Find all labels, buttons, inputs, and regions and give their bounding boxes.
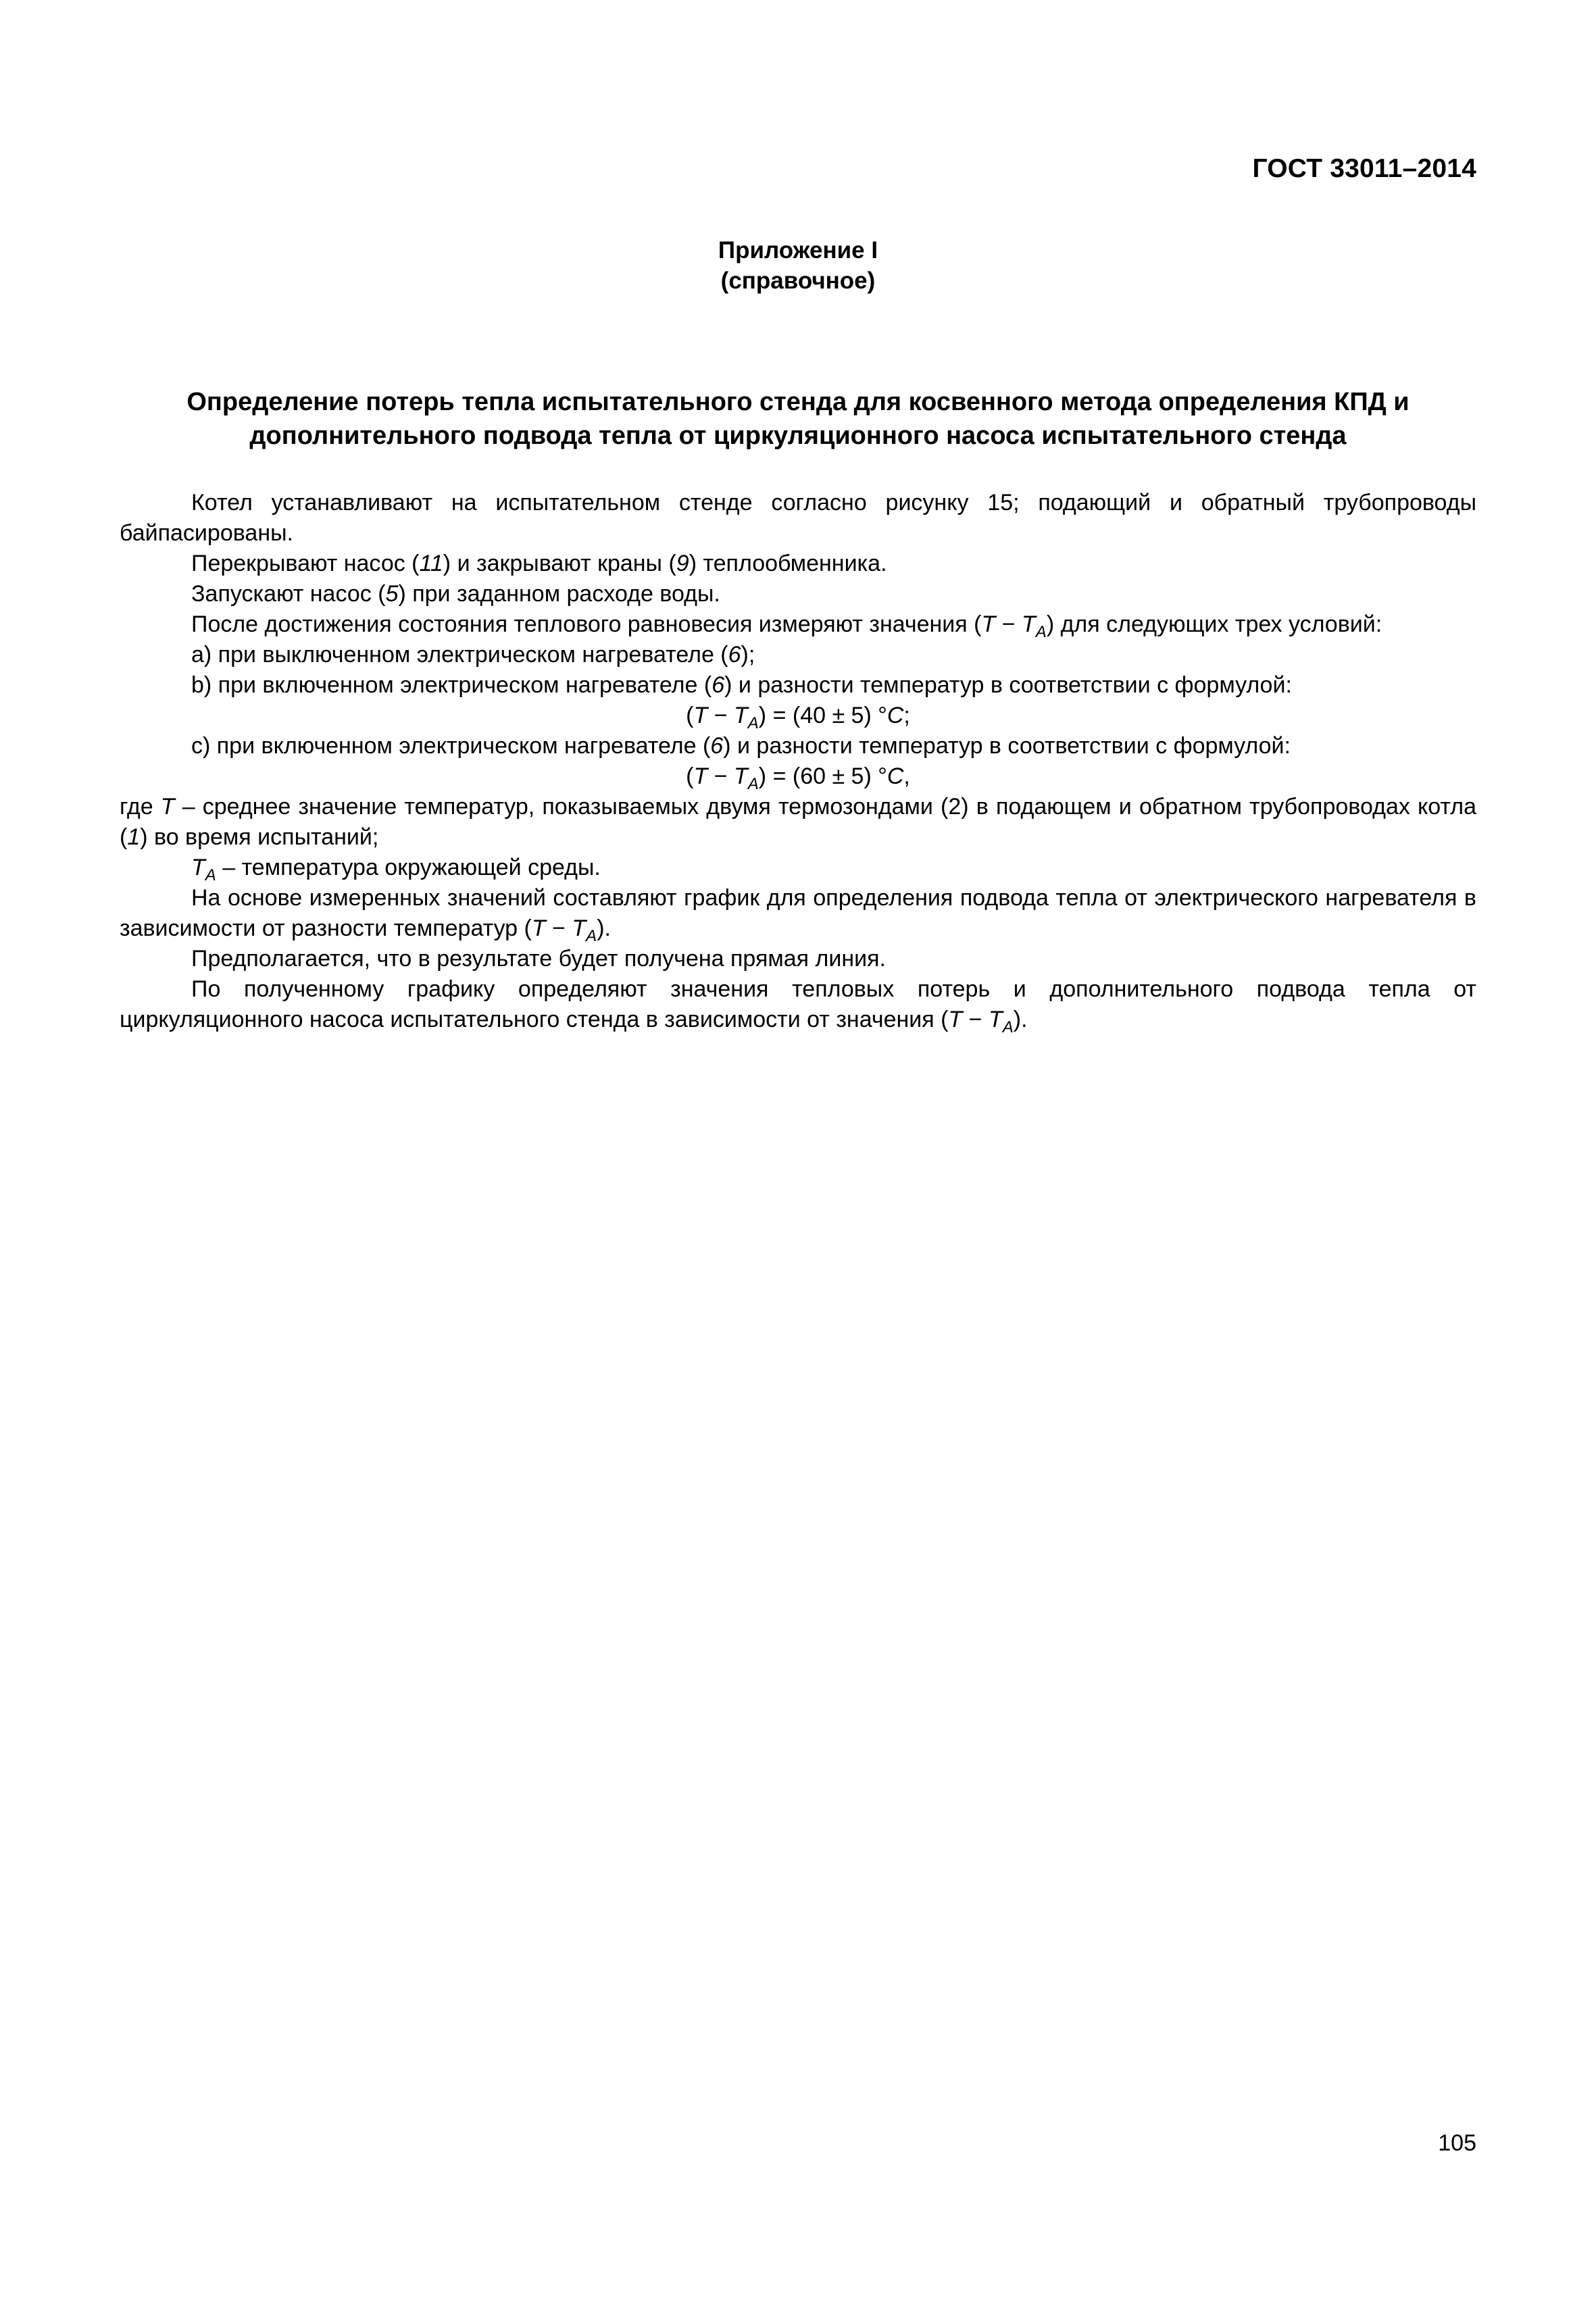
text: ( <box>686 763 694 789</box>
annex-heading <box>0 235 1596 296</box>
text: ). <box>597 915 611 941</box>
body-text <box>120 488 1476 1035</box>
symbol-t: T <box>693 763 708 789</box>
text: На основе измеренных значений составляют график для определения подвода тепла от электрического нагревателя в зависимости от разности температур ( <box>120 885 1476 941</box>
symbol-t: T <box>981 611 996 637</box>
symbol-ta: T <box>572 915 587 941</box>
ref-number: 1 <box>127 824 141 850</box>
text: ) и разности температур в соответствии с формулой: <box>724 672 1292 698</box>
symbol-ta: T <box>191 855 205 880</box>
unit: C <box>887 703 904 728</box>
subscript: A <box>586 926 597 945</box>
annex-title <box>108 385 1488 453</box>
subscript: A <box>1002 1017 1014 1036</box>
ref-number: 6 <box>712 672 725 698</box>
text: ) для следующих трех условий: <box>1046 611 1382 637</box>
symbol-t: T <box>948 1007 963 1032</box>
text: где <box>120 794 161 820</box>
text: − <box>707 703 734 728</box>
subscript: A <box>1035 622 1047 641</box>
text: По полученному графику определяют значения тепловых потерь и дополнительного подвода тепла от циркуляционного насоса испытательного стенда в зависимости от значения ( <box>120 976 1476 1032</box>
list-item-a <box>120 640 1476 670</box>
symbol-ta: T <box>734 703 748 728</box>
unit: C <box>887 763 904 789</box>
text: а) при выключенном электрическом нагревателе ( <box>191 642 728 668</box>
annex-label: Приложение I <box>718 237 878 263</box>
text: − <box>545 915 572 941</box>
ref-number: 5 <box>385 581 399 607</box>
title-line-2: дополнительного подвода тепла от циркуляционного насоса испытательного стенда <box>249 422 1347 450</box>
text: – среднее значение температур, показываемых двумя термозондами (2) в подающем и обратном трубопроводах котла ( <box>120 794 1477 850</box>
text: Перекрывают насос ( <box>191 551 420 576</box>
text: ) = (40 ± 5) ° <box>758 703 887 728</box>
list-item-b <box>120 670 1476 701</box>
formula-1 <box>120 701 1476 731</box>
paragraph-start-pump <box>120 579 1476 609</box>
text: ; <box>903 703 910 728</box>
text: ) и разности температур в соответствии с формулой: <box>723 733 1291 759</box>
formula-2 <box>120 761 1476 792</box>
ref-number: 6 <box>728 642 741 668</box>
text: ) при заданном расходе воды. <box>398 581 720 607</box>
paragraph-straight-line: Предполагается, что в результате будет получена прямая линия. <box>191 946 886 972</box>
symbol-ta: T <box>1022 611 1036 637</box>
paragraph-conclusion <box>120 974 1476 1035</box>
paragraph-close-pump <box>120 549 1476 579</box>
definition-t <box>120 792 1476 853</box>
text: ) и закрывают краны ( <box>443 551 676 576</box>
text: ) во время испытаний; <box>140 824 379 850</box>
page-number: 105 <box>1438 2130 1476 2156</box>
symbol-t: T <box>693 703 708 728</box>
text: ). <box>1013 1007 1028 1032</box>
text: − <box>707 763 734 789</box>
standard-code: ГОСТ 33011–2014 <box>1252 154 1476 183</box>
paragraph-equilibrium <box>120 609 1476 640</box>
text: После достижения состояния теплового равновесия измеряют значения ( <box>191 611 982 637</box>
annex-kind: (справочное) <box>720 268 876 294</box>
text: c) при включенном электрическом нагревателе ( <box>191 733 711 759</box>
title-line-1: Определение потерь тепла испытательного стенда для косвенного метода определения КПД и <box>186 388 1410 416</box>
symbol-t: T <box>531 915 546 941</box>
text: − <box>995 611 1022 637</box>
paragraph-graph <box>120 883 1476 944</box>
text: ) = (60 ± 5) ° <box>758 763 887 789</box>
text: ( <box>686 703 694 728</box>
text: − <box>962 1007 989 1032</box>
symbol-t: T <box>160 794 175 820</box>
ref-number: 9 <box>676 551 689 576</box>
text: ) теплообменника. <box>689 551 887 576</box>
symbol-ta: T <box>734 763 748 789</box>
ref-number: 11 <box>419 551 443 576</box>
text: – температура окружающей среды. <box>216 855 601 880</box>
text: ); <box>741 642 755 668</box>
text: b) при включенном электрическом нагревателе ( <box>191 672 712 698</box>
subscript: A <box>747 774 759 793</box>
symbol-ta: T <box>988 1007 1003 1032</box>
list-item-c <box>120 731 1476 761</box>
subscript: A <box>747 713 759 732</box>
text: Запускают насос ( <box>191 581 386 607</box>
definition-ta <box>120 853 1476 883</box>
text: , <box>903 763 910 789</box>
paragraph-setup: Котел устанавливают на испытательном стенде согласно рисунку 15; подающий и обратный трубопроводы байпасированы. <box>120 490 1476 546</box>
ref-number: 6 <box>710 733 724 759</box>
subscript: A <box>205 865 216 884</box>
